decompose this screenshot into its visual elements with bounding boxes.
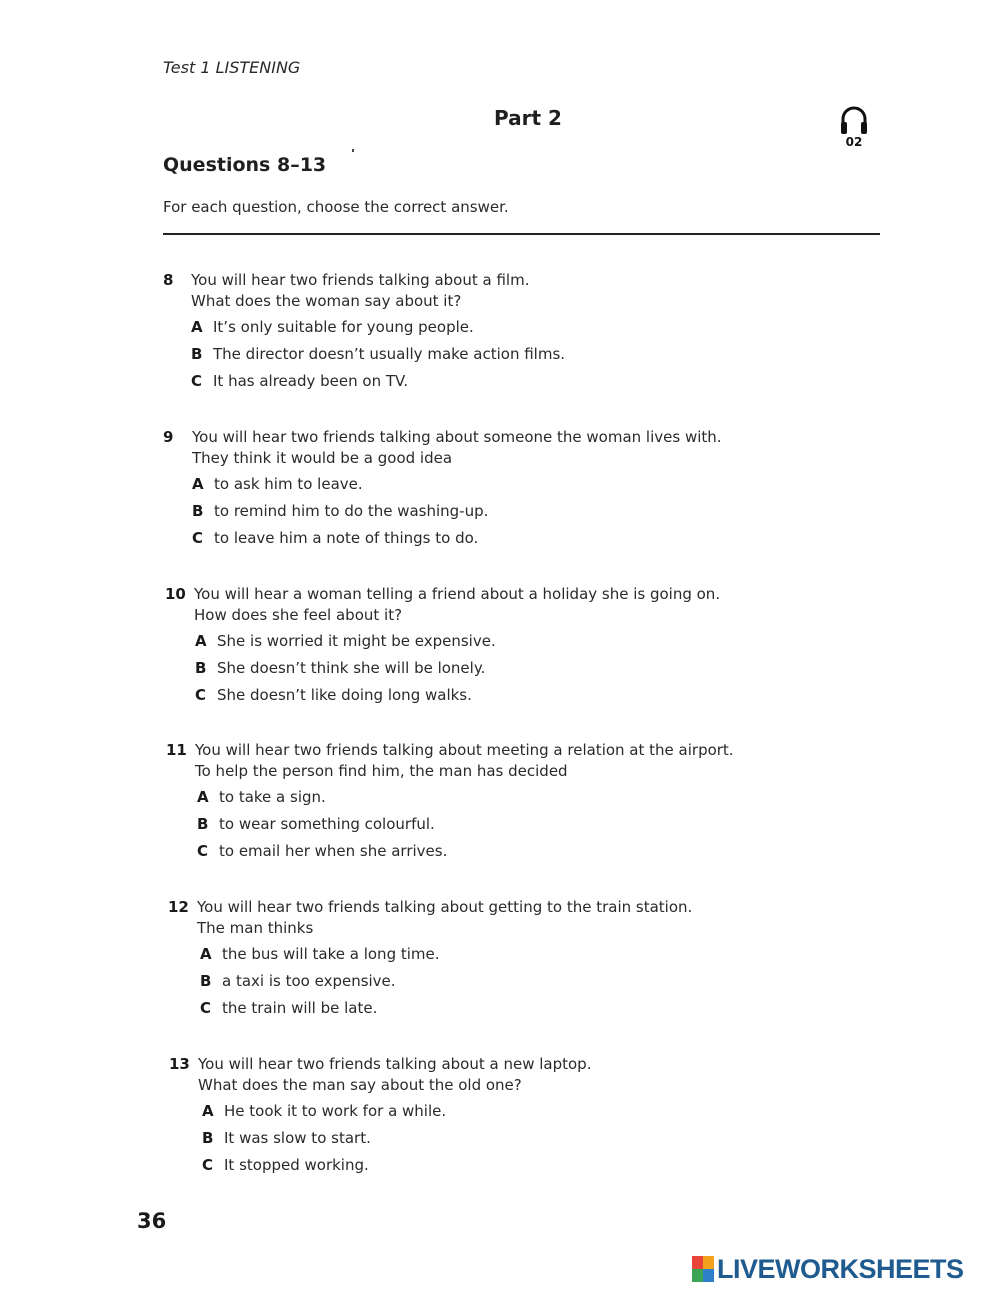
option-text: It was slow to start. [224,1129,371,1147]
option-text: It has already been on TV. [213,372,409,390]
option-letter: B [191,345,203,363]
page-number: 36 [137,1209,167,1233]
option-text: The director doesn’t usually make action films. [213,345,566,363]
answer-option-b[interactable] [200,971,396,992]
option-letter: B [192,502,204,520]
question-10 [165,584,885,714]
print-speck [352,149,354,152]
question-stem [197,897,692,939]
option-text: It stopped working. [224,1156,369,1174]
question-stem [191,270,529,312]
option-letter: C [200,999,212,1017]
option-text: to remind him to do the washing-up. [214,502,489,520]
question-stem-line: What does the woman say about it? [191,292,462,310]
question-number: 8 [163,271,174,289]
option-letter: C [192,529,204,547]
answer-option-a[interactable] [192,474,363,495]
audio-track-badge [834,104,874,149]
option-text: to take a sign. [219,788,326,806]
liveworksheets-mark-icon [692,1256,714,1282]
question-stem-line: How does she feel about it? [194,606,403,624]
question-stem-line: You will hear two friends talking about a film. [191,271,530,289]
answer-option-a[interactable] [200,944,440,965]
question-12 [168,897,888,1027]
question-9 [163,427,883,557]
option-letter: A [192,475,204,493]
option-text: It’s only suitable for young people. [213,318,474,336]
option-letter: A [191,318,203,336]
section-title: Questions 8–13 [163,154,327,176]
question-stem-line: You will hear two friends talking about someone the woman lives with. [192,428,722,446]
answer-option-c[interactable] [197,841,447,862]
question-stem-line: They think it would be a good idea [192,449,453,467]
question-number: 10 [165,585,186,603]
answer-option-c[interactable] [195,685,472,706]
option-letter: B [195,659,207,677]
option-text: the train will be late. [222,999,378,1017]
brand-name: LIVEWORKSHEETS [717,1253,964,1284]
option-letter: A [197,788,209,806]
section-instruction: For each question, choose the correct answer. [163,198,509,216]
option-text: to leave him a note of things to do. [214,529,479,547]
answer-option-b[interactable] [192,501,488,522]
question-stem [195,740,734,782]
option-letter: C [197,842,209,860]
option-letter: C [195,686,207,704]
question-stem-line: What does the man say about the old one? [198,1076,522,1094]
question-number: 11 [166,741,187,759]
option-letter: B [200,972,212,990]
option-text: She is worried it might be expensive. [217,632,496,650]
headphones-icon [839,104,869,136]
answer-option-a[interactable] [202,1101,446,1122]
option-letter: B [197,815,209,833]
question-11 [166,740,886,870]
option-text: the bus will take a long time. [222,945,440,963]
question-13 [169,1054,889,1184]
question-number: 12 [168,898,189,916]
track-number: 02 [845,135,863,149]
question-stem-line: You will hear a woman telling a friend about a holiday she is going on. [194,585,721,603]
answer-option-c[interactable] [200,998,377,1019]
answer-option-c[interactable] [191,371,408,392]
part-title: Part 2 [494,106,562,130]
question-8 [163,270,883,400]
option-text: a taxi is too expensive. [222,972,396,990]
option-letter: B [202,1129,214,1147]
liveworksheets-logo [692,1253,964,1285]
answer-option-c[interactable] [192,528,478,549]
option-letter: C [202,1156,214,1174]
question-stem [192,427,722,469]
question-stem-line: You will hear two friends talking about meeting a relation at the airport. [195,741,734,759]
option-text: She doesn’t think she will be lonely. [217,659,486,677]
answer-option-b[interactable] [191,344,565,365]
answer-option-a[interactable] [191,317,474,338]
answer-option-a[interactable] [197,787,326,808]
question-stem-line: You will hear two friends talking about getting to the train station. [197,898,693,916]
question-stem [198,1054,591,1096]
answer-option-b[interactable] [195,658,485,679]
option-letter: A [200,945,212,963]
option-text: She doesn’t like doing long walks. [217,686,472,704]
test-header: Test 1 LISTENING [163,58,301,77]
question-stem [194,584,720,626]
option-letter: C [191,372,203,390]
question-number: 9 [163,428,174,446]
option-text: to ask him to leave. [214,475,363,493]
question-stem-line: You will hear two friends talking about a new laptop. [198,1055,592,1073]
option-letter: A [202,1102,214,1120]
answer-option-c[interactable] [202,1155,369,1176]
option-text: to email her when she arrives. [219,842,448,860]
divider [163,233,880,235]
option-letter: A [195,632,207,650]
answer-option-a[interactable] [195,631,496,652]
option-text: to wear something colourful. [219,815,435,833]
question-number: 13 [169,1055,190,1073]
answer-option-b[interactable] [202,1128,371,1149]
question-stem-line: The man thinks [197,919,314,937]
question-stem-line: To help the person find him, the man has decided [195,762,568,780]
option-text: He took it to work for a while. [224,1102,447,1120]
answer-option-b[interactable] [197,814,435,835]
